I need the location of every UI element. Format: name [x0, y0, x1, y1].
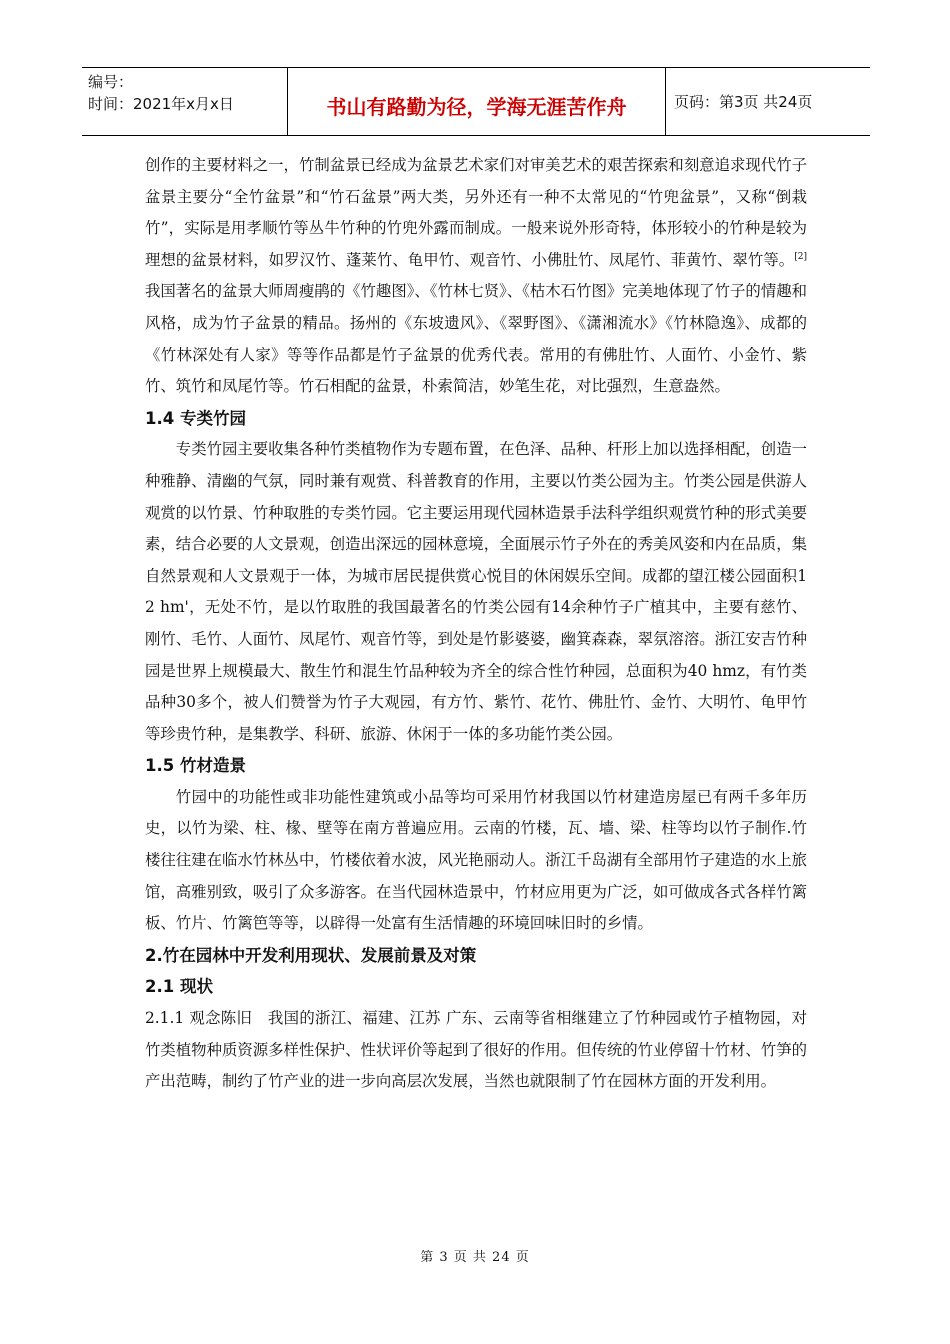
page-footer: 第 3 页 共 24 页 — [420, 1250, 530, 1265]
paragraph-status: 2.1.1 观念陈旧 我国的浙江、福建、江苏 广东、云南等省相继建立了竹种园或竹子植物园，对竹类植物种质资源多样性保护、性状评价等起到了很好的作用。但传统的竹业停留十竹材、竹笋的产出范畴，制约了竹产业的进一步向高层次发展，当然也就限制了竹在园林方面的开发利用。 — [145, 1009, 807, 1091]
doc-date-label: 时间：2021年x月x日 — [88, 95, 234, 113]
section-heading-1-5: 1.5 竹材造景 — [145, 756, 246, 776]
paragraph-bamboo-garden: 专类竹园主要收集各种竹类植物作为专题布置，在色泽、品种、杆形上加以选择相配，创造一种雅静、清幽的气氛，同时兼有观赏、科普教育的作用，主要以竹类公园为主。竹类公园是供游人观赏的以竹景、竹种取胜的专类竹园。它主要运用现代园林造景手法科学组织观赏竹种的形式美要素，结合必要的人文景观，创造出深远的园林意境，全面展示竹子外在的秀美风姿和内在品质，集自然景观和人文景观于一体，为城市居民提供赏心悦目的休闲娱乐空间。成都的望江楼公园面积12 hm'，无处不竹，是以竹取胜的我国最著名的竹类公园有14余种竹子广植其中，主要有慈竹、刚竹、毛竹、人面竹、凤尾竹、观音竹等，到处是竹影婆婆，幽箕森森，翠氛溶溶。浙江安吉竹种园是世界上规模最大、散生竹和混生竹品种较为齐全的综合性竹种园，总面积为40 hmz，有竹类品种30多个，被人们赞誉为竹子大观园，有方竹、紫竹、花竹、佛肚竹、金竹、大明竹、龟甲竹等珍贵竹种，是集教学、科研、旅游、休闲于一体的多功能竹类公园。 — [145, 440, 807, 743]
section-heading-2-1: 2.1 现状 — [145, 977, 213, 997]
citation-ref: [2] — [794, 251, 807, 262]
doc-code-label: 编号： — [88, 73, 134, 91]
page-header — [82, 67, 870, 136]
section-heading-1-4: 1.4 专类竹园 — [145, 408, 246, 428]
header-motto: 书山有路勤为径，学海无涯苦作舟 — [288, 68, 666, 135]
paragraph-bonsai: 创作的主要材料之一，竹制盆景已经成为盆景艺术家们对审美艺术的艰苦探索和刻意追求现代竹子盆景主要分“全竹盆景”和“竹石盆景”两大类，另外还有一种不太常见的“竹兜盆景”，又称“倒栽竹”，实际是用孝顺竹等丛牛竹种的竹兜外露而制成。一般来说外形奇特，体形较小的竹种是较为理想的盆景材料，如罗汉竹、蓬莱竹、龟甲竹、观音竹、小佛肚竹、凤尾竹、菲黄竹、翠竹等。[2]我国著名的盆景大师周瘦鹃的《竹趣图》、《竹林七贤》、《枯木石竹图》完美地体现了竹子的情趣和风格，成为竹子盆景的精品。扬州的《东坡遗风》、《翠野图》、《潇湘流水》《竹林隐逸》、成都的《竹林深处有人家》等等作品都是竹子盆景的优秀代表。常用的有佛肚竹、人面竹、小金竹、紫竹、筑竹和凤尾竹等。竹石相配的盆景，朴索简洁，妙笔生花，对比强烈，生意盎然。 — [145, 156, 807, 396]
header-meta — [82, 68, 288, 135]
section-heading-2: 2.竹在园林中开发利用现状、发展前景及对策 — [145, 945, 477, 965]
header-page-info: 页码：第3页 共24页 — [674, 93, 813, 111]
document-body — [145, 150, 807, 1098]
paragraph-bamboo-material: 竹园中的功能性或非功能性建筑或小品等均可采用竹材我国以竹材建造房屋已有两千多年历史，以竹为梁、柱、椽、壁等在南方普遍应用。云南的竹楼，瓦、墙、梁、柱等均以竹子制作.竹楼往往建在临水竹林丛中，竹楼依着水波，风光艳丽动人。浙江千岛湖有全部用竹子建造的水上旅馆，高雅别致，吸引了众多游客。在当代园林造景中，竹材应用更为广泛，如可做成各式各样竹篱板、竹片、竹篱笆等等，以辟得一处富有生活情趣的环境回味旧时的乡情。 — [145, 787, 807, 933]
